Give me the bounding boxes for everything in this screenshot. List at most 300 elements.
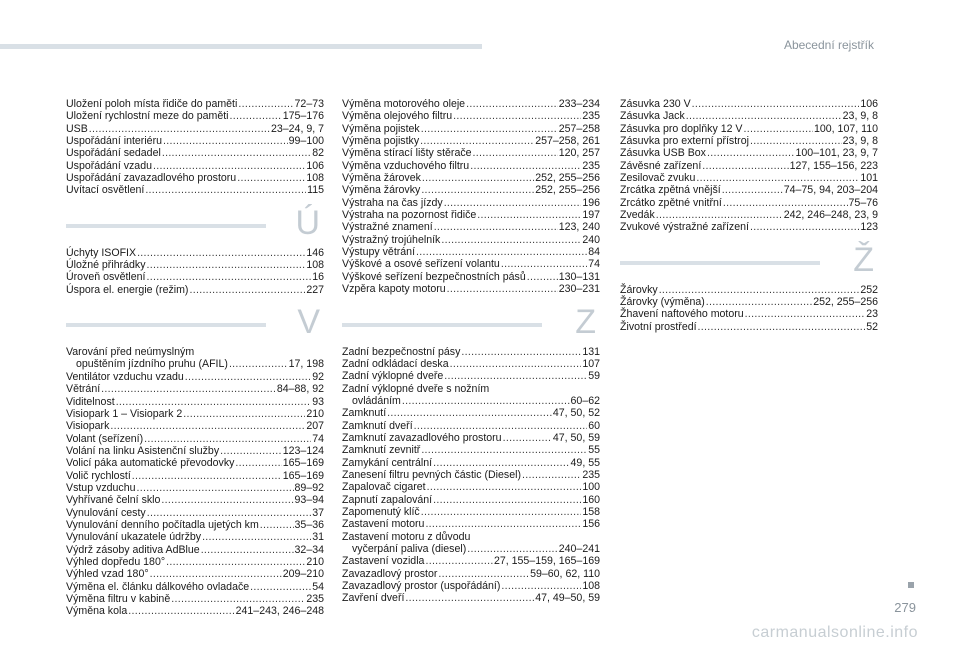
entry-pages: 35–36 bbox=[294, 518, 324, 531]
leader-dots bbox=[132, 470, 282, 482]
index-entry[interactable] bbox=[620, 172, 878, 184]
entry-name: Výměna stírací lišty stěrače bbox=[342, 147, 472, 160]
index-entry[interactable] bbox=[620, 321, 878, 333]
entry-name: Viditelnost bbox=[66, 395, 115, 408]
entry-name: Výměna olejového filtru bbox=[342, 110, 453, 123]
leader-dots bbox=[420, 135, 534, 147]
leader-dots bbox=[144, 433, 311, 445]
entry-name: Zavazadlový prostor (uspořádání) bbox=[342, 580, 501, 593]
index-entry[interactable] bbox=[342, 592, 600, 604]
entry-pages: 131 bbox=[582, 345, 600, 358]
index-entry[interactable] bbox=[342, 234, 600, 246]
entry-name: Životní prostředí bbox=[620, 320, 697, 333]
index-entry[interactable] bbox=[620, 308, 878, 320]
leader-dots bbox=[189, 284, 305, 296]
index-entry[interactable] bbox=[66, 408, 324, 420]
index-entry[interactable] bbox=[66, 544, 324, 556]
index-entry[interactable] bbox=[342, 494, 600, 506]
index-entry[interactable] bbox=[342, 110, 600, 122]
entry-name: Zadní bezpečnostní pásy bbox=[342, 345, 461, 358]
leader-dots bbox=[202, 531, 311, 543]
leader-dots bbox=[405, 592, 534, 604]
index-entry[interactable] bbox=[342, 197, 600, 209]
index-entry[interactable] bbox=[66, 284, 324, 296]
index-entry[interactable] bbox=[66, 98, 324, 110]
leader-dots bbox=[659, 284, 860, 296]
index-entry[interactable] bbox=[342, 209, 600, 221]
index-entry[interactable] bbox=[342, 221, 600, 233]
entry-pages: 252, 255–256 bbox=[813, 296, 878, 309]
index-entry[interactable] bbox=[66, 358, 324, 370]
index-entry[interactable] bbox=[342, 506, 600, 518]
entry-name: Zapalovač cigaret bbox=[342, 481, 426, 494]
entry-pages: 17, 198 bbox=[288, 358, 324, 371]
entry-pages: 92 bbox=[312, 370, 324, 383]
index-entry[interactable] bbox=[342, 469, 600, 481]
entry-pages: 127, 155–156, 223 bbox=[789, 159, 878, 172]
entry-name: Zanesení filtru pevných částic (Diesel) bbox=[342, 468, 521, 481]
index-entry[interactable] bbox=[620, 209, 878, 221]
entry-pages: 99–100 bbox=[288, 135, 324, 148]
entry-name: Vynulování ukazatele údržby bbox=[66, 531, 202, 544]
leader-dots bbox=[722, 184, 783, 196]
entry-pages: 100 bbox=[582, 481, 600, 494]
letter-rule bbox=[342, 323, 542, 327]
entry-pages: 106 bbox=[860, 98, 878, 110]
entry-pages: 158 bbox=[582, 505, 600, 518]
leader-dots bbox=[686, 110, 842, 122]
index-entry[interactable] bbox=[620, 135, 878, 147]
letter-heading-uacute bbox=[66, 203, 324, 245]
entry-pages: 100–101, 23, 9, 7 bbox=[795, 147, 878, 160]
entry-name: Výměna pojistky bbox=[342, 135, 420, 148]
index-entry[interactable] bbox=[66, 396, 324, 408]
index-entry[interactable] bbox=[66, 147, 324, 159]
entry-pages: 82 bbox=[312, 147, 324, 160]
leader-dots bbox=[402, 395, 570, 407]
entry-name: Zapomenutý klíč bbox=[342, 505, 420, 518]
leader-dots bbox=[183, 408, 305, 420]
leader-dots bbox=[137, 247, 305, 259]
leader-dots bbox=[185, 371, 311, 383]
leader-dots bbox=[137, 482, 294, 494]
entry-pages: 233–234 bbox=[558, 98, 600, 110]
leader-dots bbox=[260, 519, 294, 531]
entry-name: Zásuvka USB Box bbox=[620, 147, 706, 160]
leader-dots bbox=[696, 172, 859, 184]
entry-pages: 23 bbox=[866, 308, 878, 321]
index-entry[interactable] bbox=[342, 346, 600, 358]
index-entry[interactable] bbox=[66, 519, 324, 531]
entry-name: USB bbox=[66, 122, 88, 135]
entry-name: Výdrž zásoby aditiva AdBlue bbox=[66, 543, 200, 556]
index-entry[interactable] bbox=[66, 172, 324, 184]
index-entry[interactable] bbox=[620, 110, 878, 122]
entry-pages: 74–75, 94, 203–204 bbox=[783, 184, 878, 197]
index-entry[interactable] bbox=[66, 160, 324, 172]
index-entry[interactable] bbox=[620, 184, 878, 196]
entry-name: Výměna žárovek bbox=[342, 172, 421, 185]
entry-pages: 165–169 bbox=[282, 469, 324, 482]
leader-dots bbox=[421, 184, 534, 196]
index-entry[interactable] bbox=[342, 432, 600, 444]
leader-dots bbox=[421, 123, 558, 135]
section-z bbox=[342, 346, 600, 605]
entry-pages: 209–210 bbox=[282, 568, 324, 581]
entry-name: ovládáním bbox=[352, 394, 401, 407]
leader-dots bbox=[250, 581, 311, 593]
entry-name: Zamknutí zevnitř bbox=[342, 444, 421, 457]
index-entry[interactable] bbox=[342, 555, 600, 567]
entry-name: Visiopark bbox=[66, 420, 110, 433]
entry-pages: 235 bbox=[582, 159, 600, 172]
entry-pages: 23–24, 9, 7 bbox=[270, 122, 324, 135]
entry-name: Výměna žárovky bbox=[342, 184, 421, 197]
leader-dots bbox=[201, 544, 294, 556]
entry-name: Zásuvka Jack bbox=[620, 110, 685, 123]
index-entry[interactable] bbox=[620, 123, 878, 135]
letter-z: Z bbox=[575, 302, 596, 341]
leader-dots bbox=[229, 358, 288, 370]
entry-pages: 101 bbox=[860, 172, 878, 185]
entry-name: Zrcátko zpětné vnitřní bbox=[620, 196, 722, 209]
entry-pages: 230–231 bbox=[558, 283, 600, 296]
entry-name: Výhled vzad 180° bbox=[66, 568, 149, 581]
entry-name: Zastavení motoru z důvodu bbox=[342, 530, 471, 543]
leader-dots bbox=[434, 221, 558, 233]
leader-dots bbox=[467, 543, 558, 555]
entry-name: Zamknutí bbox=[342, 407, 387, 420]
index-entry[interactable] bbox=[342, 271, 600, 283]
leader-dots bbox=[461, 346, 581, 358]
entry-name: Zvedák bbox=[620, 209, 655, 222]
entry-name: Zamknutí dveří bbox=[342, 419, 413, 432]
entry-pages: 84 bbox=[588, 246, 600, 259]
index-entry[interactable] bbox=[342, 246, 600, 258]
section-zcaron bbox=[620, 284, 878, 333]
index-entry[interactable] bbox=[342, 160, 600, 172]
leader-dots bbox=[414, 420, 588, 432]
entry-pages: 257–258 bbox=[558, 122, 600, 135]
entry-pages: 47, 50, 59 bbox=[552, 431, 600, 444]
entry-name: Uspořádání vzadu bbox=[66, 159, 152, 172]
entry-pages: 52 bbox=[866, 320, 878, 333]
leader-dots bbox=[656, 209, 783, 221]
entry-name: opuštěním jízdního pruhu (AFIL) bbox=[76, 358, 228, 371]
index-entry[interactable] bbox=[620, 98, 878, 110]
entry-pages: 123, 240 bbox=[558, 221, 600, 234]
entry-pages: 59 bbox=[588, 370, 600, 383]
leader-dots bbox=[707, 147, 795, 159]
index-entry[interactable] bbox=[66, 457, 324, 469]
leader-dots bbox=[450, 358, 582, 370]
index-entry[interactable] bbox=[66, 556, 324, 568]
index-entry[interactable] bbox=[342, 481, 600, 493]
leader-dots bbox=[162, 147, 311, 159]
index-entry[interactable] bbox=[66, 135, 324, 147]
letter-heading-v bbox=[66, 303, 324, 344]
entry-name: Výměna el. článku dálkového ovladače bbox=[66, 580, 250, 593]
leader-dots bbox=[447, 283, 558, 295]
entry-name: Výměna filtru v kabině bbox=[66, 593, 171, 605]
leader-dots bbox=[744, 123, 813, 135]
index-entry[interactable] bbox=[342, 395, 600, 407]
leader-dots bbox=[421, 444, 587, 456]
section-v bbox=[66, 358, 324, 617]
leader-dots bbox=[153, 160, 305, 172]
index-entry[interactable] bbox=[342, 123, 600, 135]
leader-dots bbox=[477, 209, 581, 221]
leader-dots bbox=[161, 494, 293, 506]
entry-pages: 252 bbox=[860, 283, 878, 296]
index-entry[interactable] bbox=[342, 184, 600, 196]
entry-pages: 240–241 bbox=[558, 543, 600, 555]
leader-dots bbox=[750, 221, 859, 233]
entry-name: Zásuvka 230 V bbox=[620, 98, 691, 110]
header-rule bbox=[0, 44, 482, 49]
index-entry[interactable] bbox=[620, 221, 878, 233]
index-entry[interactable] bbox=[66, 593, 324, 605]
index-entry[interactable] bbox=[342, 172, 600, 184]
leader-dots bbox=[503, 432, 552, 444]
leader-dots bbox=[110, 420, 305, 432]
leader-dots bbox=[116, 396, 312, 408]
leader-dots bbox=[235, 457, 281, 469]
index-entry[interactable] bbox=[66, 470, 324, 482]
index-entry[interactable] bbox=[66, 371, 324, 383]
entry-pages: 23, 9, 8 bbox=[842, 135, 878, 148]
leader-dots bbox=[427, 481, 582, 493]
index-entry[interactable] bbox=[342, 370, 600, 382]
leader-dots bbox=[698, 321, 866, 333]
entry-name: Úroveň osvětlení bbox=[66, 271, 146, 284]
leader-dots bbox=[421, 506, 582, 518]
watermark: carmanualsonline.info bbox=[751, 624, 918, 641]
index-entry[interactable] bbox=[620, 197, 878, 209]
entry-pages: 106 bbox=[306, 159, 324, 172]
entry-pages: 227 bbox=[306, 283, 324, 296]
entry-pages: 108 bbox=[582, 580, 600, 593]
entry-name: Uvítací osvětlení bbox=[66, 184, 145, 197]
entry-pages: 175–176 bbox=[282, 110, 324, 123]
entry-pages: 107 bbox=[582, 357, 600, 370]
letter-rule bbox=[620, 261, 820, 265]
leader-dots bbox=[150, 568, 282, 580]
entry-pages: 196 bbox=[582, 196, 600, 209]
index-entry[interactable] bbox=[66, 271, 324, 283]
entry-name: Větrání bbox=[66, 383, 101, 396]
entry-name: Vzpěra kapoty motoru bbox=[342, 283, 446, 296]
index-entry[interactable] bbox=[342, 420, 600, 432]
entry-name: Vstup vzduchu bbox=[66, 481, 136, 494]
leader-dots bbox=[147, 271, 312, 283]
entry-name: Výškové a osové seřízení volantu bbox=[342, 258, 500, 271]
entry-name: Volicí páka automatické převodovky bbox=[66, 457, 235, 470]
entry-name: Uložení poloh místa řidiče do paměti bbox=[66, 98, 238, 110]
entry-pages: 89–92 bbox=[294, 481, 324, 494]
entry-pages: 100, 107, 110 bbox=[813, 122, 878, 135]
leader-dots bbox=[441, 234, 581, 246]
index-entry[interactable] bbox=[342, 283, 600, 295]
entry-name: Ventilátor vzduchu vzadu bbox=[66, 370, 184, 383]
entry-name: Výměna kola bbox=[66, 605, 128, 618]
index-entry[interactable] bbox=[66, 482, 324, 494]
index-entry[interactable] bbox=[66, 346, 324, 358]
index-entry[interactable] bbox=[342, 580, 600, 592]
leader-dots bbox=[438, 568, 529, 580]
entry-name: Uložení rychlostní meze do paměti bbox=[66, 110, 229, 123]
leader-dots bbox=[425, 518, 581, 530]
letter-heading-zcaron bbox=[620, 240, 878, 282]
entry-pages: 252, 255–256 bbox=[535, 172, 600, 185]
index-entry[interactable] bbox=[620, 284, 878, 296]
entry-pages: 75–76 bbox=[848, 196, 878, 209]
entry-name: Výstraha na čas jízdy bbox=[342, 196, 443, 209]
entry-name: Zvukové výstražné zařízení bbox=[620, 221, 749, 234]
leader-dots bbox=[425, 555, 493, 567]
index-entry[interactable] bbox=[66, 507, 324, 519]
index-entry[interactable] bbox=[342, 518, 600, 530]
index-entry[interactable] bbox=[66, 568, 324, 580]
entry-name: Zastavení vozidla bbox=[342, 555, 425, 568]
index-entry[interactable] bbox=[66, 420, 324, 432]
entry-name: Zadní výklopné dveře bbox=[342, 370, 444, 383]
entry-pages: 123–124 bbox=[282, 444, 324, 457]
index-entry[interactable] bbox=[66, 184, 324, 196]
leader-dots bbox=[166, 556, 305, 568]
entry-pages: 72–73 bbox=[294, 98, 324, 110]
index-entry[interactable] bbox=[66, 123, 324, 135]
entry-pages: 108 bbox=[306, 259, 324, 272]
index-entry[interactable] bbox=[66, 383, 324, 395]
index-entry[interactable] bbox=[342, 568, 600, 580]
leader-dots bbox=[444, 370, 587, 382]
index-entry[interactable] bbox=[342, 457, 600, 469]
letter-heading-z bbox=[342, 302, 600, 344]
letter-rule bbox=[66, 224, 266, 228]
entry-pages: 240 bbox=[582, 233, 600, 246]
index-entry[interactable] bbox=[66, 247, 324, 259]
leader-dots bbox=[147, 259, 306, 271]
leader-dots bbox=[702, 160, 788, 172]
index-entry[interactable] bbox=[342, 358, 600, 370]
leader-dots bbox=[145, 184, 306, 196]
index-entry[interactable] bbox=[342, 444, 600, 456]
entry-name: Zadní odkládací deska bbox=[342, 357, 449, 370]
entry-name: Zadní výklopné dveře s nožním bbox=[342, 382, 490, 395]
entry-name: Výstražné znamení bbox=[342, 221, 433, 234]
entry-name: Uspořádání sedadel bbox=[66, 147, 161, 160]
index-column-3 bbox=[620, 98, 878, 333]
leader-dots bbox=[501, 258, 587, 270]
index-entry[interactable] bbox=[66, 259, 324, 271]
entry-name: Výstupy větrání bbox=[342, 246, 416, 259]
entry-pages: 47, 50, 52 bbox=[552, 407, 600, 420]
entry-pages: 242, 246–248, 23, 9 bbox=[783, 209, 878, 222]
entry-name: Uspořádání interiéru bbox=[66, 135, 162, 148]
index-entry[interactable] bbox=[66, 445, 324, 457]
leader-dots bbox=[387, 407, 552, 419]
entry-name: vyčerpání paliva (diesel) bbox=[352, 543, 467, 555]
entry-name: Výměna pojistek bbox=[342, 122, 420, 135]
index-entry[interactable] bbox=[620, 160, 878, 172]
index-entry[interactable] bbox=[66, 110, 324, 122]
entry-name: Závěsné zařízení bbox=[620, 159, 702, 172]
index-entry[interactable] bbox=[342, 98, 600, 110]
leader-dots bbox=[444, 197, 582, 209]
index-entry[interactable] bbox=[620, 147, 878, 159]
entry-pages: 207 bbox=[306, 420, 324, 433]
letter-v: V bbox=[297, 303, 320, 342]
index-entry[interactable] bbox=[342, 543, 600, 555]
entry-pages: 55 bbox=[588, 444, 600, 457]
index-entry[interactable] bbox=[620, 296, 878, 308]
entry-name: Zamknutí zavazadlového prostoru bbox=[342, 431, 502, 444]
leader-dots bbox=[220, 445, 282, 457]
index-entry[interactable] bbox=[66, 531, 324, 543]
entry-pages: 59–60, 62, 110 bbox=[530, 567, 600, 580]
leader-dots bbox=[723, 197, 848, 209]
leader-dots bbox=[692, 98, 860, 110]
leader-dots bbox=[422, 172, 534, 184]
index-entry[interactable] bbox=[66, 433, 324, 445]
index-entry[interactable] bbox=[342, 407, 600, 419]
index-entry[interactable] bbox=[342, 258, 600, 270]
entry-pages: 210 bbox=[306, 407, 324, 420]
entry-name: Varování před neúmyslným bbox=[66, 346, 195, 359]
entry-pages: 31 bbox=[312, 531, 324, 544]
index-entry[interactable] bbox=[342, 147, 600, 159]
entry-pages: 120, 257 bbox=[558, 147, 600, 160]
leader-dots bbox=[527, 271, 558, 283]
index-entry[interactable] bbox=[342, 383, 600, 395]
leader-dots bbox=[171, 593, 305, 605]
section-z-continued bbox=[620, 98, 878, 234]
entry-name: Uspořádání zavazadlového prostoru bbox=[66, 172, 237, 185]
leader-dots bbox=[433, 494, 581, 506]
entry-name: Zastavení motoru bbox=[342, 518, 425, 531]
leader-dots bbox=[238, 98, 293, 110]
index-entry[interactable] bbox=[66, 494, 324, 506]
leader-dots bbox=[237, 172, 305, 184]
entry-name: Zamykání centrální bbox=[342, 456, 433, 469]
entry-name: Výškové seřízení bezpečnostních pásů bbox=[342, 270, 526, 283]
index-entry[interactable] bbox=[66, 581, 324, 593]
letter-zcaron: Ž bbox=[853, 240, 874, 279]
entry-name: Zrcátka zpětná vnější bbox=[620, 184, 721, 197]
index-entry[interactable] bbox=[342, 531, 600, 543]
entry-pages: 165–169 bbox=[282, 457, 324, 470]
entry-pages: 74 bbox=[588, 258, 600, 271]
index-entry[interactable] bbox=[66, 605, 324, 617]
entry-pages: 146 bbox=[306, 246, 324, 259]
entry-pages: 47, 49–50, 59 bbox=[535, 592, 600, 605]
entry-pages: 49, 55 bbox=[570, 456, 600, 469]
entry-name: Žhavení naftového motoru bbox=[620, 308, 744, 321]
index-entry[interactable] bbox=[342, 135, 600, 147]
leader-dots bbox=[147, 507, 312, 519]
letter-uacute: Ú bbox=[295, 203, 320, 242]
leader-dots bbox=[522, 469, 581, 481]
entry-pages: 235 bbox=[582, 110, 600, 123]
corner-marker bbox=[908, 582, 914, 588]
entry-pages: 252, 255–256 bbox=[535, 184, 600, 197]
page-title: Abecední rejstřík bbox=[783, 38, 874, 52]
leader-dots bbox=[706, 296, 812, 308]
entry-pages: 60 bbox=[588, 419, 600, 432]
entry-name: Zapnutí zapalování bbox=[342, 493, 433, 506]
entry-pages: 54 bbox=[312, 580, 324, 593]
